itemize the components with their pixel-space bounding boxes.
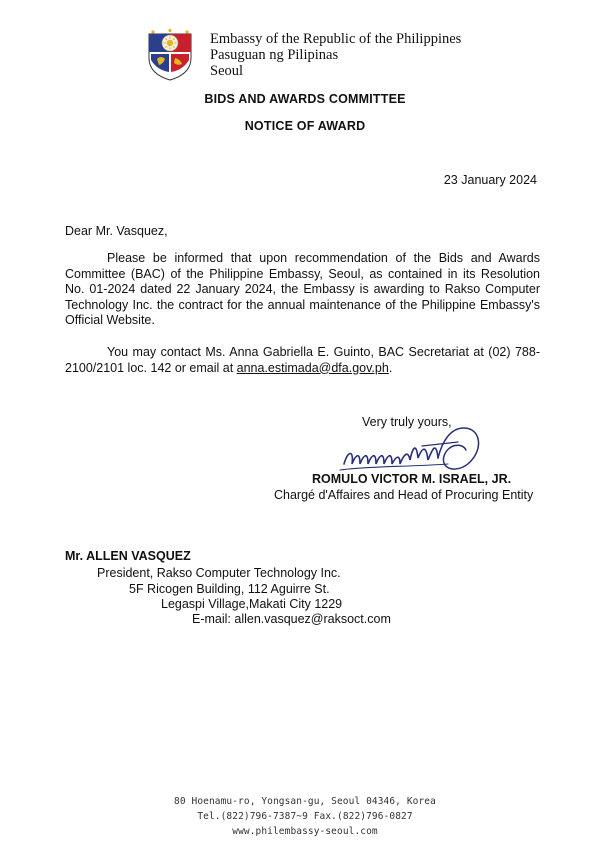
letterhead bbox=[210, 31, 461, 79]
letterhead-line-2: Pasuguan ng Pilipinas bbox=[210, 47, 339, 63]
contact-text: You may contact Ms. Anna Gabriella E. Guinto, BAC Secretariat at (02) 788-2100/2101 loc. 142 or email at bbox=[65, 345, 540, 375]
letter-date: 23 January 2024 bbox=[443, 173, 537, 187]
addressee-line-2: 5F Ricogen Building, 112 Aguirre St. bbox=[129, 582, 330, 596]
addressee-line-1: President, Rakso Computer Technology Inc. bbox=[97, 566, 341, 580]
body-paragraph-1: Please be informed that upon recommendation of the Bids and Awards Committee (BAC) of the Philippine Embassy, Seoul, as contained in its Resolution No. 01-2024 dated 22 January 2024, the Embassy is awarding to Rakso Computer Technology Inc. the contract for the annual maintenance of the Philippine Embassy's Official Website. bbox=[65, 251, 540, 328]
committee-heading: BIDS AND AWARDS COMMITTEE bbox=[204, 92, 406, 106]
paragraph-end: . bbox=[388, 360, 393, 375]
signer-name: ROMULO VICTOR M. ISRAEL, JR. bbox=[312, 472, 512, 486]
coat-of-arms-icon bbox=[145, 28, 195, 82]
footer-website: www.philembassy-seoul.com bbox=[232, 826, 378, 837]
letterhead-line-3: Seoul bbox=[210, 63, 244, 79]
footer-phone: Tel.(822)796-7387~9 Fax.(822)796-0827 bbox=[197, 811, 413, 822]
addressee-name: Mr. ALLEN VASQUEZ bbox=[65, 549, 191, 563]
salutation: Dear Mr. Vasquez, bbox=[65, 224, 168, 238]
contact-email-link[interactable]: anna.estimada@dfa.gov.ph bbox=[236, 360, 389, 375]
signer-title: Chargé d'Affaires and Head of Procuring Entity bbox=[274, 488, 534, 502]
body-paragraph-2 bbox=[65, 345, 540, 376]
letterhead-line-1: Embassy of the Republic of the Philippines bbox=[210, 31, 462, 47]
notice-heading: NOTICE OF AWARD bbox=[244, 119, 366, 133]
footer-address: 80 Hoenamu-ro, Yongsan-gu, Seoul 04346, Korea bbox=[174, 796, 436, 807]
addressee-email: E-mail: allen.vasquez@raksoct.com bbox=[192, 612, 391, 626]
complimentary-close: Very truly yours, bbox=[362, 415, 452, 429]
addressee-line-3: Legaspi Village,Makati City 1229 bbox=[161, 597, 343, 611]
